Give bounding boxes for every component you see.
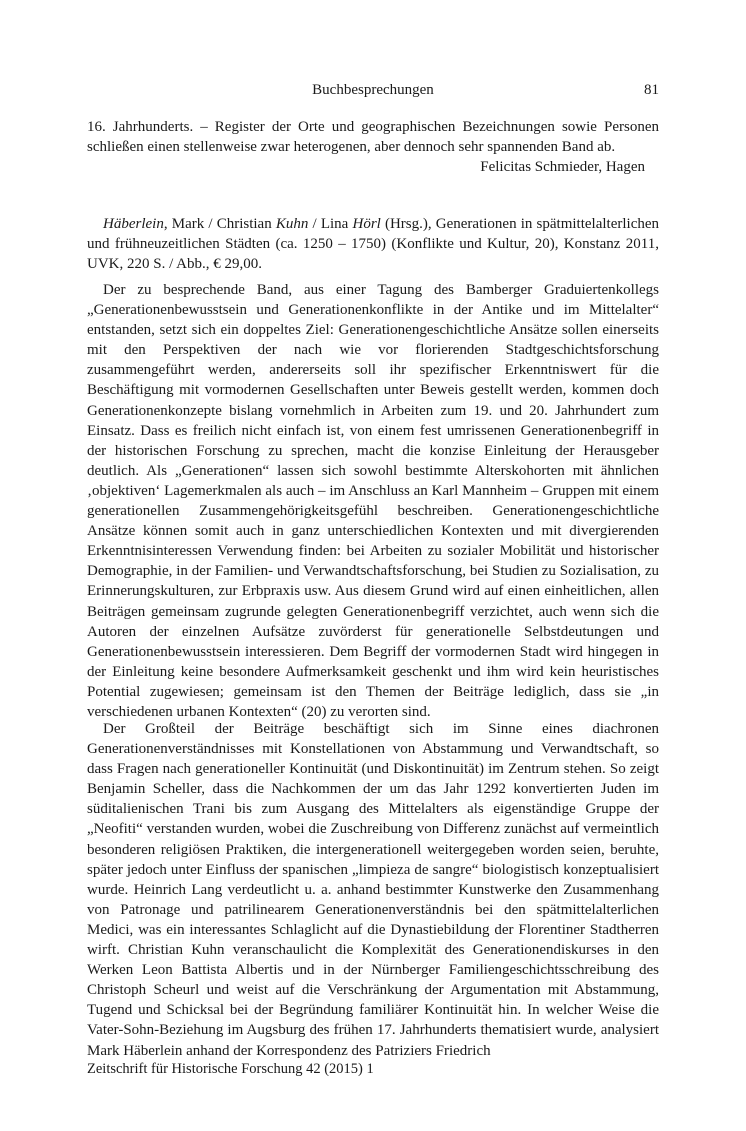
review-body-1 xyxy=(87,280,659,722)
running-title: Buchbesprechungen xyxy=(312,82,434,98)
continuation-text: 16. Jahrhunderts. – Register der Orte und geographischen Bezeichnungen sowie Personen schließen einen stellenweise zwar heterogenen, aber dennoch sehr spannenden Band ab. xyxy=(87,119,659,156)
editor-name-2: Kuhn xyxy=(275,216,309,232)
page-number: 81 xyxy=(644,82,659,98)
page-header xyxy=(87,82,659,104)
review-paragraph-1: Der zu besprechende Band, aus einer Tagung des Bamberger Graduiertenkollegs „Generationenbewusstsein und Generationenkonflikte in der Antike und im Mittelalter“ entstanden, setzt sich ein doppeltes Ziel: Generationengeschichtliche Ansätze sollen einerseits mit den Perspektiven der nach wie vor florierenden Stadtgeschichtsforschung zusammengeführt werden, andererseits soll ihr spezifischer Erkenntniswert für die Beschäftigung mit vormodernen Gesellschaften unter Beweis gestellt werden, kommen doch Generationenkonzepte bislang vornehmlich in Arbeiten zum 19. und 20. Jahrhundert zum Einsatz. Dass es freilich nicht einfach ist, von einem fest umrissenen Generationenbegriff in der historischen Forschung zu sprechen, macht die konzise Einleitung der Herausgeber deutlich. Als „Generationen“ lassen sich sowohl bestimmte Alterskohorten mit ähnlichen ‚objektiven‘ Lagemerkmalen als auch – im Anschluss an Karl Mannheim – Gruppen mit einem generationellen Zusammengehörigkeitsgefühl beschreiben. Generationengeschichtliche Ansätze können somit auch in ganz unterschiedlichen Kontexten und mit divergierenden Erkenntnisinteressen Verwendung finden: bei Arbeiten zu sozialer Mobilität und historischer Demographie, in der Familien- und Verwandtschaftsforschung, bei Studien zu Sozialisation, zu Erinnerungskulturen, zur Erbpraxis usw. Aus diesem Grund wird auf einen einheitlichen, allen Beiträgen gemeinsam zugrunde gelegten Generationenbegriff verzichtet, auch wenn sich die Autoren der einzelnen Aufsätze zuvörderst für generationelle Selbstdeutungen und Generationenbewusstsein interessieren. Dem Begriff der vormodernen Stadt wird hingegen in der Einleitung keine besondere Aufmerksamkeit geschenkt und ihm wird kein heuristisches Potential zugewiesen; gemeinsam ist den Themen der Beiträge lediglich, dass sie „in verschiedenen urbanen Kontexten“ (20) zu verorten sind. xyxy=(87,282,659,720)
review-bibliography xyxy=(87,214,659,274)
review-body-2 xyxy=(87,719,659,1061)
editor-name-3: Hörl xyxy=(352,216,381,232)
bibliographic-entry: Häberlein, Mark / Christian Kuhn / Lina Hörl (Hrsg.), Generationen in spätmittelalterlichen und frühneuzeitlichen Städten (ca. 1250 – 1750) (Konflikte und Kultur, 20), Konstanz 2011, UVK, 220 S. / Abb., € 29,00. xyxy=(87,216,660,273)
journal-footer: Zeitschrift für Historische Forschung 42 (2015) 1 xyxy=(87,1061,374,1077)
editor-name-1: Häberlein xyxy=(103,216,164,232)
reviewer-signature: Felicitas Schmieder, Hagen xyxy=(480,159,645,176)
previous-review-ending xyxy=(87,117,659,177)
review-paragraph-2: Der Großteil der Beiträge beschäftigt sich im Sinne eines diachronen Generationenverständnisses mit Konstellationen von Abstammung und Verwandtschaft, so dass Fragen nach generationeller Kontinuität (und Diskontinuität) im Zentrum stehen. So zeigt Benjamin Scheller, dass die Nachkommen der um das Jahr 1292 konvertierten Juden im süditalienischen Trani bis zum Ausgang des Mittelalters als eigenständige Gruppe der „Neofiti“ verstanden wurden, wobei die Zuschreibung von Differenz zunächst auf vermeintlich besonderen religiösen Praktiken, die intergenerationell weitergegeben worden seien, beruhte, später jedoch unter Einfluss der spanischen „limpieza de sangre“ biologistisch konzeptualisiert wurde. Heinrich Lang verdeutlicht u. a. anhand bestimmter Kunstwerke den Zusammenhang von Patronage und patrilinearem Generationenverständnis bei den spätmittelalterlichen Medici, was ein interessantes Schlaglicht auf die Dynastiebildung der Florentiner Stadtherren wirft. Christian Kuhn veranschaulicht die Komplexität des Generationendiskurses in den Werken Leon Battista Albertis und in der Nürnberger Familiengeschichtsschreibung des Christoph Scheurl und weist auf die Verschränkung der Argumentation mit Abstammung, Tugend und Schicksal bei der Begründung familiärer Kontinuität hin. In welcher Weise die Vater-Sohn-Beziehung im Augsburg des frühen 17. Jahrhunderts thematisiert wurde, analysiert Mark Häberlein anhand der Korrespondenz des Patriziers Friedrich xyxy=(87,721,659,1059)
